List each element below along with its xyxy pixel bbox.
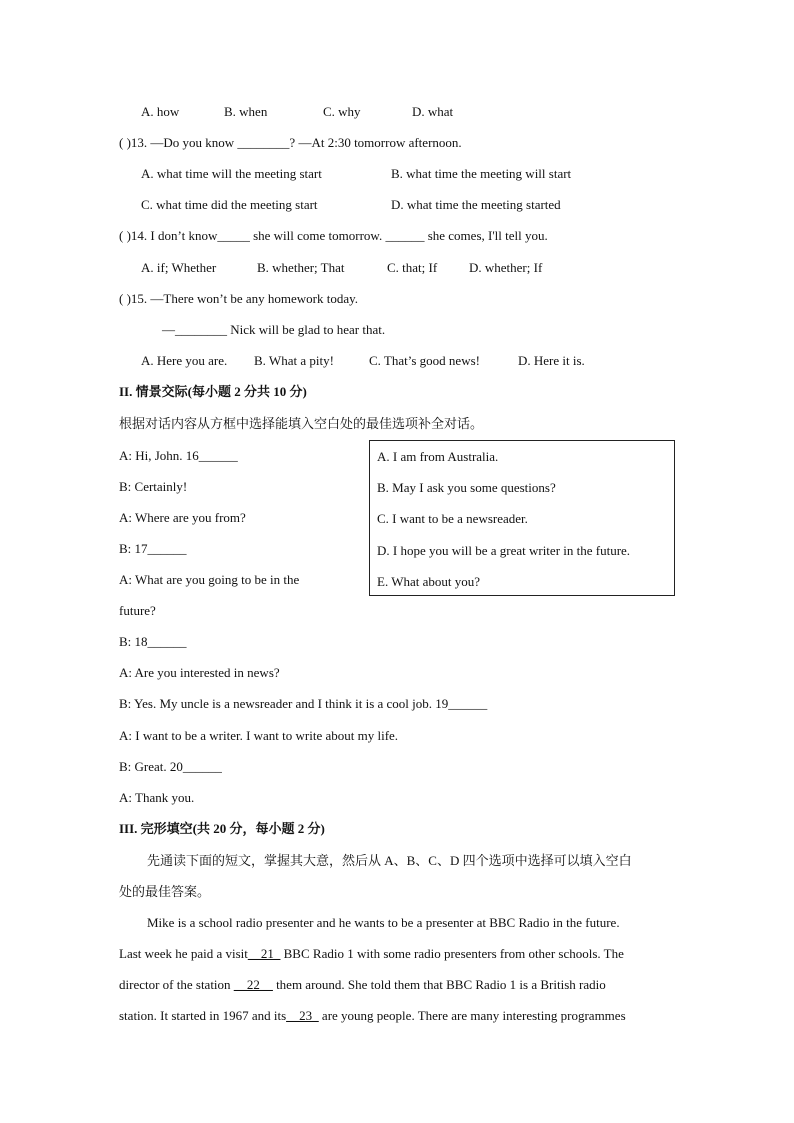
dialogue-line-6: B: 18______ xyxy=(119,634,187,649)
q13-stem: ( )13. —Do you know ________? —At 2:30 tomorrow afternoon. xyxy=(119,135,462,150)
box-option-c: C. I want to be a newsreader. xyxy=(377,511,528,526)
section3-instruction-2: 处的最佳答案。 xyxy=(119,884,211,899)
blank-21: __21_ xyxy=(247,946,281,961)
blank-22: __22__ xyxy=(233,977,273,992)
section3-title: III. 完形填空(共 20 分，每小题 2 分) xyxy=(119,821,325,836)
dialogue-line-5: A: What are you going to be in the xyxy=(119,572,300,587)
q13-option-b: B. what time the meeting will start xyxy=(391,166,572,181)
q14-option-c: C. that; If xyxy=(387,260,438,275)
dialogue-line-2: B: Certainly! xyxy=(119,479,188,494)
q14-option-d: D. whether; If xyxy=(469,260,543,275)
q12-option-b: B. when xyxy=(224,104,268,119)
q15-reply: —________ Nick will be glad to hear that. xyxy=(162,322,386,337)
q13-option-a: A. what time will the meeting start xyxy=(141,166,322,181)
q12-option-c: C. why xyxy=(323,104,361,119)
q13-option-d: D. what time the meeting started xyxy=(391,197,561,212)
box-option-d: D. I hope you will be a great writer in the future. xyxy=(377,543,631,558)
q15-stem: ( )15. —There won’t be any homework today. xyxy=(119,291,358,306)
section2-title: II. 情景交际(每小题 2 分共 10 分) xyxy=(119,384,307,399)
dialogue-line-9: A: I want to be a writer. I want to write about my life. xyxy=(119,728,399,743)
passage-line-4: station. It started in 1967 and its__23_ are young people. There are many interesting programmes xyxy=(119,1008,626,1023)
passage-line-2: Last week he paid a visit__21_ BBC Radio 1 with some radio presenters from other schools. The xyxy=(119,946,624,961)
q14-stem: ( )14. I don’t know_____ she will come tomorrow. ______ she comes, I'll tell you. xyxy=(119,228,548,243)
q14-option-a: A. if; Whether xyxy=(141,260,217,275)
box-option-a: A. I am from Australia. xyxy=(377,449,499,464)
q15-option-a: A. Here you are. xyxy=(141,353,228,368)
q15-option-c: C. That’s good news! xyxy=(369,353,480,368)
dialogue-line-1: A: Hi, John. 16______ xyxy=(119,448,238,463)
dialogue-line-7: A: Are you interested in news? xyxy=(119,665,280,680)
blank-23: __23_ xyxy=(286,1008,319,1023)
q12-option-a: A. how xyxy=(141,104,180,119)
dialogue-line-5b: future? xyxy=(119,603,156,618)
q14-option-b: B. whether; That xyxy=(257,260,345,275)
dialogue-line-10: B: Great. 20______ xyxy=(119,759,222,774)
q12-option-d: D. what xyxy=(412,104,454,119)
q15-option-b: B. What a pity! xyxy=(254,353,334,368)
options-box xyxy=(369,440,675,596)
dialogue-line-3: A: Where are you from? xyxy=(119,510,246,525)
dialogue-line-11: A: Thank you. xyxy=(119,790,195,805)
q15-option-d: D. Here it is. xyxy=(518,353,585,368)
box-option-b: B. May I ask you some questions? xyxy=(377,480,556,495)
passage-line-3: director of the station __22__ them around. She told them that BBC Radio 1 is a British radio xyxy=(119,977,606,992)
section3-instruction-1: 先通读下面的短文，掌握其大意，然后从 A、B、C、D 四个选项中选择可以填入空白 xyxy=(147,853,632,868)
q13-option-c: C. what time did the meeting start xyxy=(141,197,318,212)
section2-instruction: 根据对话内容从方框中选择能填入空白处的最佳选项补全对话。 xyxy=(119,416,484,431)
box-option-e: E. What about you? xyxy=(377,574,481,589)
passage-line-1: Mike is a school radio presenter and he wants to be a presenter at BBC Radio in the future. xyxy=(147,915,620,930)
dialogue-line-4: B: 17______ xyxy=(119,541,187,556)
dialogue-line-8: B: Yes. My uncle is a newsreader and I think it is a cool job. 19______ xyxy=(119,696,488,711)
